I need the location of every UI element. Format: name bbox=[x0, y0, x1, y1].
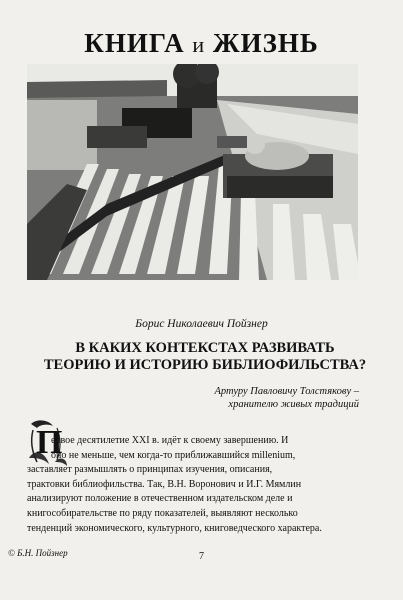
body-line: трактовки библиофильства. Так, В.Н. Воронович и И.Г. Мямлин bbox=[27, 478, 302, 490]
article-title bbox=[40, 340, 370, 374]
article-body bbox=[27, 434, 358, 536]
article-dedication bbox=[129, 385, 359, 411]
journal-header-title bbox=[0, 28, 403, 59]
article-first-paragraph bbox=[27, 434, 358, 536]
body-line: анализируют положение в отечественном издательском деле и bbox=[27, 493, 293, 505]
body-line: книгособирательстве по ряду показателей, выявляют несколько bbox=[27, 507, 298, 519]
page-number: 7 bbox=[199, 551, 204, 562]
dedication-line-1: Артуру Павловичу Толстякову – bbox=[214, 386, 359, 397]
article-author: Борис Николаевич Пойзнер bbox=[135, 318, 268, 330]
embankment-photo bbox=[27, 64, 358, 280]
body-line: заставляет размышлять о принципах изучения, описания, bbox=[27, 464, 273, 476]
dedication-line-2: хранителю живых традиций bbox=[228, 399, 359, 410]
body-line: ервое десятилетие XXI в. идёт к своему завершению. И bbox=[51, 435, 289, 446]
article-title-line-2: ТЕОРИЮ И ИСТОРИЮ БИБЛИОФИЛЬСТВА? bbox=[43, 357, 367, 373]
header-title-word-1: КНИГА bbox=[84, 28, 185, 58]
dropcap-letter: П bbox=[36, 424, 63, 461]
header-title-conjunction: и bbox=[192, 32, 206, 57]
copyright-note: © Б.Н. Пойзнер bbox=[8, 548, 68, 558]
body-line: тенденций экономического, культурного, книговедческого характера. bbox=[27, 522, 322, 534]
photo-icon bbox=[27, 64, 358, 280]
body-line: оно не меньше, чем когда-то приближавшийся millenium, bbox=[51, 449, 296, 461]
header-title-word-2: ЖИЗНЬ bbox=[212, 28, 319, 58]
article-title-line-1: В КАКИХ КОНТЕКСТАХ РАЗВИВАТЬ bbox=[75, 340, 335, 356]
